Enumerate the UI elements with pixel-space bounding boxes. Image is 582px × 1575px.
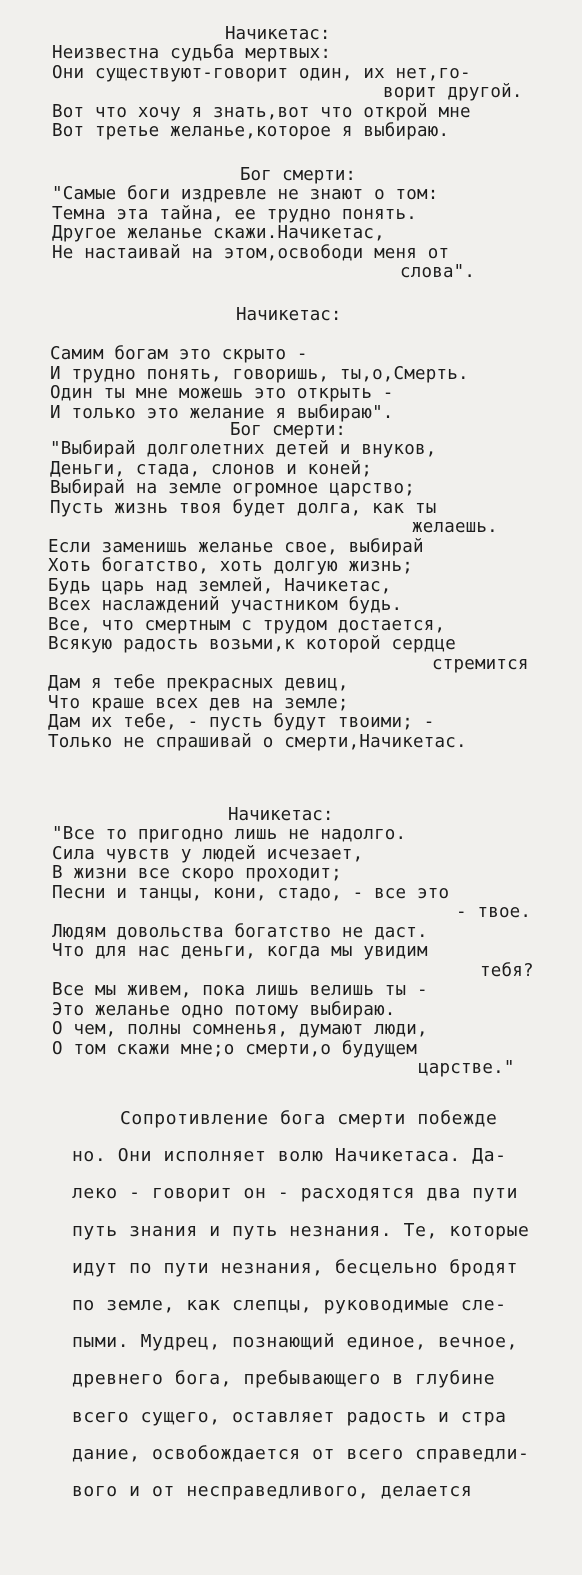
speaker-heading: Начикетас:: [236, 305, 342, 325]
verse-line: Один ты мне можешь это открыть -: [50, 383, 394, 403]
verse-line: Что для нас деньги, когда мы увидим: [52, 941, 428, 961]
verse-line: И трудно понять, говоришь, ты,о,Смерть.: [50, 363, 469, 384]
prose-line: пыми. Мудрец, познающий единое, вечное,: [72, 1331, 519, 1353]
verse-line: О том скажи мне;о смерти,о будущем: [52, 1038, 418, 1059]
verse-line: слова".: [400, 262, 476, 282]
verse-line: Самим богам это скрыто -: [50, 344, 308, 364]
prose-line: древнего бога, пребывающего в глубине: [72, 1368, 496, 1390]
prose-line: по земле, как слепцы, руководимые сле-: [72, 1293, 507, 1315]
verse-line: Выбирай на земле огромное царство;: [50, 478, 416, 498]
verse-line: Они существуют-говорит один, их нет,го-: [52, 62, 471, 83]
section-nachiketas-3: [0, 805, 582, 1079]
verse-line: ворит другой.: [383, 82, 523, 102]
verse-line: Если заменишь желанье свое, выбирай: [48, 536, 424, 557]
prose-line: всего сущего, оставляет радость и стра: [72, 1405, 507, 1427]
verse-line: желаешь.: [412, 517, 498, 537]
verse-line: Дам их тебе, - пусть будут твоими; -: [48, 712, 435, 732]
verse-line: Что краше всех дев на земле;: [48, 692, 349, 713]
verse-line: Хоть богатство, хоть долгую жизнь;: [48, 556, 414, 576]
verse-line: Не настаивай на этом,освободи меня от: [52, 242, 450, 263]
verse-line: Людям довольства богатство не даст.: [52, 921, 428, 942]
verse-line: О чем, полны сомненья, думают люди,: [52, 1019, 428, 1039]
verse-line: В жизни все скоро проходит;: [52, 863, 342, 883]
verse-line: Всякую радость возьми,к которой сердце: [48, 634, 456, 654]
verse-line: Вот что хочу я знать,вот что открой мне: [52, 101, 471, 122]
verse-line: "Все то пригодно лишь не надолго.: [52, 824, 407, 844]
verse-line: Вот третье желанье,которое я выбираю.: [52, 121, 450, 141]
section-nachiketas-1: [0, 24, 582, 142]
verse-line: тебя?: [480, 960, 534, 981]
speaker-heading: Начикетас:: [225, 24, 331, 44]
prose-paragraph: [0, 1100, 582, 1509]
verse-line: Дам я тебе прекрасных девиц,: [48, 673, 349, 693]
prose-line: дание, освобождается от всего справедли-: [72, 1442, 530, 1464]
prose-line: путь знания и путь незнания. Те, которые: [72, 1219, 530, 1241]
verse-line: И только это желание я выбираю".: [50, 402, 394, 423]
speaker-heading: Бог смерти:: [240, 165, 356, 185]
verse-line: Все, что смертным с трудом достается,: [48, 614, 446, 635]
verse-line: Пусть жизнь твоя будет долга, как ты: [50, 497, 437, 518]
verse-line: "Выбирай долголетних детей и внуков,: [50, 439, 437, 459]
speaker-heading: Бог смерти:: [230, 420, 346, 440]
verse-line: Только не спрашивай о смерти,Начикетас.: [48, 731, 467, 752]
verse-line: Другое желанье скажи.Начикетас,: [52, 223, 385, 243]
verse-line: царстве.": [418, 1058, 515, 1078]
verse-line: Всех наслаждений участником будь.: [48, 595, 403, 615]
prose-line: но. Они исполняет волю Начикетаса. Да-: [72, 1145, 507, 1167]
verse-line: Темна эта тайна, ее трудно понять.: [52, 203, 418, 224]
verse-line: Песни и танцы, кони, стадо, - все это: [52, 882, 450, 903]
verse-line: Это желанье одно потому выбираю.: [52, 999, 396, 1020]
verse-line: - твое.: [456, 902, 532, 922]
verse-line: Все мы живем, пока лишь велишь ты -: [52, 980, 428, 1000]
verse-line: Деньги, стада, слонов и коней;: [50, 458, 373, 479]
verse-line: Сила чувств у людей исчезает,: [52, 843, 364, 864]
speaker-heading: Начикетас:: [228, 805, 334, 825]
verse-line: "Самые боги издревле не знают о том:: [52, 184, 439, 204]
verse-line: Неизвестна судьба мертвых:: [52, 43, 332, 63]
verse-line: стремится: [432, 653, 529, 674]
section-god-of-death-1: [0, 165, 582, 283]
section-god-of-death-2: [0, 420, 582, 752]
prose-line: леко - говорит он - расходятся два пути: [72, 1182, 519, 1204]
section-nachiketas-2: [0, 305, 582, 423]
prose-line: идут по пути незнания, бесцельно бродят: [72, 1256, 519, 1278]
prose-line: Сопротивление бога смерти побежде: [120, 1108, 498, 1129]
verse-line: Будь царь над землей, Начикетас,: [48, 575, 392, 596]
prose-line: вого и от несправедливого, делается: [72, 1479, 473, 1501]
